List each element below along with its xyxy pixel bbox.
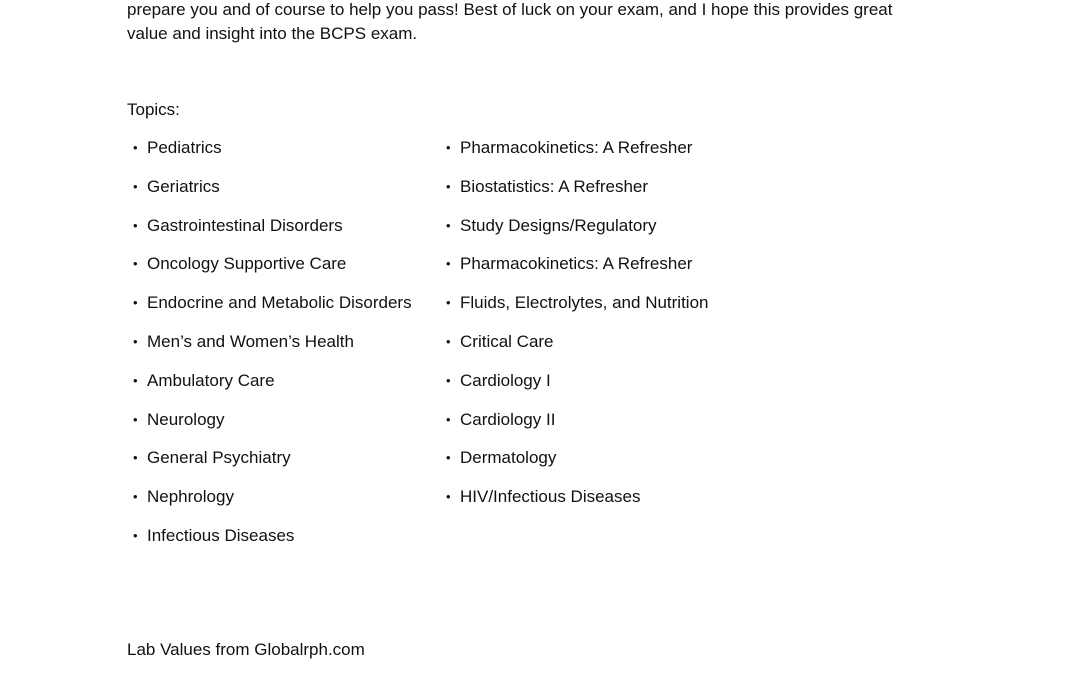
topic-label: Critical Care: [460, 331, 554, 351]
topic-label: Nephrology: [147, 487, 234, 507]
bullet-icon: •: [133, 333, 138, 349]
topic-label: Cardiology II: [460, 409, 556, 429]
list-item: [133, 408, 412, 447]
bullet-icon: •: [133, 256, 138, 272]
bullet-icon: •: [133, 140, 138, 155]
topics-list-right: [446, 136, 709, 524]
list-item: [446, 446, 709, 485]
topic-label: Study Designs/Regulatory: [460, 215, 657, 235]
topic-label: Endocrine and Metabolic Disorders: [147, 293, 412, 313]
topic-label: Pediatrics: [147, 138, 222, 157]
intro-paragraph: [127, 0, 967, 46]
topic-label: Gastrointestinal Disorders: [147, 215, 343, 235]
bullet-icon: •: [133, 489, 138, 505]
topic-label: Dermatology: [460, 448, 557, 468]
list-item: [446, 485, 709, 524]
lab-values-heading: Lab Values from Globalrph.com: [127, 640, 365, 659]
bullet-icon: •: [133, 411, 138, 427]
bullet-icon: •: [133, 527, 138, 543]
topic-label: Men’s and Women’s Health: [147, 331, 354, 351]
bullet-icon: •: [446, 372, 451, 388]
topic-label: Geriatrics: [147, 176, 220, 196]
bullet-icon: •: [133, 178, 138, 194]
list-item: [446, 136, 709, 175]
topic-label: Neurology: [147, 409, 225, 429]
topic-label: Pharmacokinetics: A Refresher: [460, 138, 693, 157]
list-item: [446, 252, 709, 291]
bullet-icon: •: [446, 489, 451, 505]
list-item: [133, 252, 412, 291]
bullet-icon: •: [446, 295, 451, 311]
bullet-icon: •: [133, 295, 138, 311]
list-item: [133, 446, 412, 485]
bullet-icon: •: [446, 256, 451, 272]
topic-label: Ambulatory Care: [147, 370, 275, 390]
topic-label: Biostatistics: A Refresher: [460, 176, 649, 196]
topic-label: Cardiology I: [460, 370, 551, 390]
bullet-icon: •: [133, 450, 138, 466]
bullet-icon: •: [133, 372, 138, 388]
bullet-icon: •: [446, 217, 451, 233]
list-item: [446, 408, 709, 447]
list-item: [133, 485, 412, 524]
list-item: [446, 369, 709, 408]
bullet-icon: •: [446, 178, 451, 194]
list-item: [133, 136, 412, 175]
bullet-icon: •: [446, 411, 451, 427]
topic-label: General Psychiatry: [147, 448, 291, 468]
bullet-icon: •: [446, 140, 451, 155]
topics-heading: Topics:: [127, 100, 180, 119]
topics-list-left: [133, 136, 412, 563]
bullet-icon: •: [446, 333, 451, 349]
list-item: [133, 291, 412, 330]
list-item: [133, 214, 412, 253]
topic-label: Pharmacokinetics: A Refresher: [460, 254, 693, 274]
list-item: [133, 369, 412, 408]
bullet-icon: •: [446, 450, 451, 466]
intro-line-1: prepare you and of course to help you pass! Best of luck on your exam, and I hope this provides great: [127, 0, 893, 19]
list-item: [133, 524, 412, 563]
topic-label: Oncology Supportive Care: [147, 254, 347, 274]
list-item: [446, 214, 709, 253]
list-item: [133, 330, 412, 369]
topic-label: Infectious Diseases: [147, 525, 295, 545]
topic-label: HIV/Infectious Diseases: [460, 487, 641, 507]
list-item: [446, 175, 709, 214]
list-item: [133, 175, 412, 214]
list-item: [446, 291, 709, 330]
bullet-icon: •: [133, 217, 138, 233]
list-item: [446, 330, 709, 369]
intro-line-2: value and insight into the BCPS exam.: [127, 24, 418, 43]
topic-label: Fluids, Electrolytes, and Nutrition: [460, 293, 709, 313]
